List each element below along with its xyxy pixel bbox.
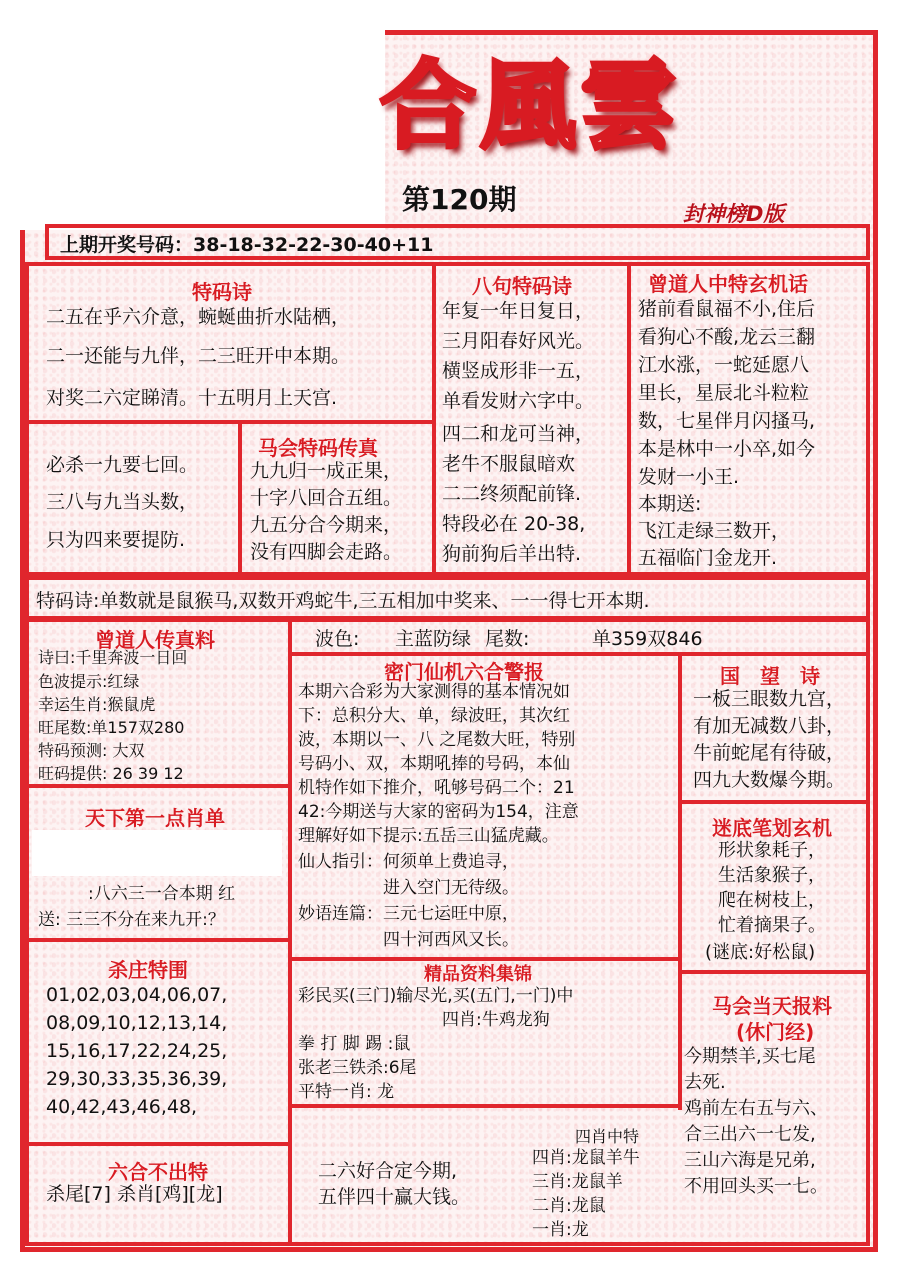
- poem-bar-text: 特码诗:单数就是鼠猴马,双数开鸡蛇牛,三五相加中奖来、一一得七开本期.: [36, 590, 650, 612]
- zeng-fax-line: 特码预测: 大双: [38, 741, 145, 760]
- divider: [238, 420, 242, 576]
- kill-line: 三八与九当头数，: [46, 491, 199, 513]
- jingpin-line: 彩民买(三门)输尽光,买(五门,一门)中: [298, 986, 574, 1006]
- jingpin-line: 拳 打 脚 踢 :鼠: [298, 1034, 411, 1054]
- mahui-report-line: 合三出六一七发,: [684, 1124, 816, 1145]
- zeng-talk-line: 看狗心不酸,龙云三翻: [638, 326, 816, 348]
- eight-poem-title: 八句特码诗: [472, 274, 572, 298]
- zeng-talk-line: 数，七星伴月闪搔马,: [638, 410, 816, 432]
- secret-line: 理解好如下提示:五岳三山猛虎藏。: [298, 826, 559, 846]
- secret-line: 本期六合彩为大家测得的基本情况如: [298, 682, 570, 702]
- eight-poem-line: 三月阳春好风光。: [442, 330, 595, 352]
- killzone-line: 29,30,33,35,36,39,: [46, 1068, 228, 1090]
- divider: [288, 618, 292, 1246]
- divider: [627, 262, 631, 576]
- divider: [432, 262, 436, 576]
- mahui-report-line: 不用回头买一七。: [684, 1176, 828, 1197]
- mahui-fax-line: 九九归一成正果，: [250, 460, 403, 482]
- jingpin-title: 精品资料集锦: [424, 964, 532, 985]
- wave-value: 主蓝防绿: [395, 628, 472, 650]
- jingpin-line: 张老三铁杀:6尾: [298, 1058, 417, 1078]
- eight-poem-line: 年复一年日复日，: [442, 300, 595, 322]
- eight-poem-line: 单看发财六字中。: [442, 390, 595, 412]
- secret-line: 42:今期送与大家的密码为154，注意: [298, 802, 579, 822]
- mahui-fax-title: 马会特码传真: [258, 436, 378, 460]
- riddle-title: 迷底笔划玄机: [712, 816, 832, 840]
- poem1-line: 二五在乎六介意，蜿蜒曲折水陆栖，: [46, 306, 351, 328]
- tianxia-line: :八六三一合本期 红: [88, 884, 236, 904]
- issue-number: 第120期: [402, 183, 517, 216]
- zeng-talk-line: 发财一小王.: [638, 466, 740, 488]
- eight-poem-line: 二二终须配前锋.: [442, 483, 582, 505]
- guowang-title: 国 望 诗: [720, 664, 820, 688]
- mahui-report-line: 鸡前左右五与六、: [684, 1098, 828, 1119]
- blank-patch: [32, 830, 282, 876]
- divider: [678, 970, 870, 974]
- zeng-talk-line: 猪前看鼠福不小,住后: [638, 298, 816, 320]
- no-special-title: 六合不出特: [108, 1160, 208, 1184]
- zeng-talk-line: 里长，星辰北斗粒粒: [638, 382, 810, 404]
- secret-line: 进入空门无待级。: [298, 878, 519, 898]
- jingpin-line: 平特一肖: 龙: [298, 1082, 395, 1102]
- zeng-talk-line: 本期送:: [638, 493, 702, 515]
- mahui-report-line: 三山六海是兄弟,: [684, 1150, 816, 1171]
- zeng-fax-line: 旺码提供: 26 39 12: [38, 764, 184, 783]
- zeng-fax-line: 幸运生肖:猴鼠虎: [38, 695, 156, 714]
- secret-line: 波，本期以一、八 之尾数大旺，特别: [298, 730, 576, 750]
- killzone-line: 40,42,43,46,48,: [46, 1096, 198, 1118]
- poem1-title: 特码诗: [192, 280, 252, 304]
- riddle-line: (谜底:好松鼠): [705, 942, 816, 963]
- riddle-line: 形状象耗子，: [718, 840, 826, 861]
- eight-poem-line: 老牛不服鼠暗欢: [442, 453, 576, 475]
- killzone-line: 15,16,17,22,24,25,: [46, 1040, 228, 1062]
- zeng-talk-line: 江水涨，一蛇延愿八: [638, 354, 810, 376]
- poem1-line: 二一还能与九伴，二三旺开中本期。: [46, 345, 351, 367]
- last-draw-text: 上期开奖号码：38-18-32-22-30-40+11: [60, 234, 434, 256]
- secret-line: 妙语连篇：三元七运旺中原，: [298, 904, 519, 924]
- killzone-line: 01,02,03,04,06,07,: [46, 984, 228, 1006]
- killzone-title: 杀庄特围: [108, 958, 188, 982]
- kill-line: 只为四来要提防.: [46, 529, 186, 551]
- wave-label: 波色:: [315, 628, 360, 650]
- tail-value: 单359双846: [592, 628, 703, 650]
- secret-line: 机特作如下推介，吼够号码二个：21: [298, 778, 575, 798]
- divider: [288, 652, 870, 656]
- mahui-report-line: 去死.: [684, 1072, 726, 1093]
- jingpin-line: 四肖:牛鸡龙狗: [442, 1010, 550, 1030]
- kill-line: 必杀一九要七回。: [46, 454, 199, 476]
- secret-title: 密门仙机六合警报: [384, 660, 544, 684]
- secret-line: 下：总积分大、单，绿波旺，其次红: [298, 706, 570, 726]
- tianxia-line: 送: 三三不分在来九开:？: [38, 910, 225, 930]
- mahui-fax-line: 没有四脚会走路。: [250, 541, 403, 563]
- riddle-line: 忙着摘果子。: [718, 915, 826, 936]
- divider: [25, 1142, 291, 1146]
- bottom-poem-line: 五伴四十赢大钱。: [318, 1186, 471, 1208]
- guowang-line: 四九大数爆今期。: [693, 769, 846, 791]
- riddle-line: 爬在树枝上，: [718, 890, 826, 911]
- divider: [678, 654, 682, 1110]
- tail-label: 尾数:: [485, 628, 530, 650]
- four-zodiac-line: 一肖:龙: [532, 1220, 589, 1240]
- riddle-line: 生活象猴子，: [718, 865, 826, 886]
- four-zodiac-line: 四肖:龙鼠羊牛: [532, 1148, 640, 1168]
- zeng-talk-title: 曾道人中特玄机话: [648, 272, 808, 296]
- guowang-line: 牛前蛇尾有待破，: [693, 742, 846, 764]
- four-zodiac-line: 三肖:龙鼠羊: [532, 1172, 623, 1192]
- guowang-line: 一板三眼数九宫，: [693, 688, 846, 710]
- tianxia-title: 天下第一点肖单: [85, 806, 225, 830]
- four-zodiac-line: 二肖:龙鼠: [532, 1196, 606, 1216]
- divider: [25, 938, 291, 942]
- mahui-fax-line: 十字八回合五组。: [250, 487, 403, 509]
- eight-poem-line: 特段必在 20-38,: [442, 513, 586, 535]
- eight-poem-line: 四二和龙可当神，: [442, 423, 595, 445]
- eight-poem-line: 狗前狗后羊出特.: [442, 543, 582, 565]
- zeng-talk-line: 飞江走绿三数开，: [638, 520, 791, 542]
- zeng-talk-line: 五福临门金龙开.: [638, 547, 778, 569]
- divider: [25, 420, 435, 424]
- secret-line: 号码小、双，本期吼捧的号码，本仙: [298, 754, 570, 774]
- four-zodiac-title: 四肖中特: [575, 1127, 640, 1146]
- zeng-fax-line: 色波提示:红绿: [38, 672, 140, 691]
- bottom-poem-line: 二六好合定今期,: [318, 1160, 458, 1182]
- poem1-line: 对奖二六定睇清。十五明月上天宫.: [46, 387, 338, 409]
- zeng-talk-line: 本是林中一小卒,如今: [638, 438, 816, 460]
- zeng-fax-line: 旺尾数:单157双280: [38, 718, 185, 737]
- mahui-report-subtitle: (休门经): [736, 1020, 815, 1044]
- mahui-fax-line: 九五分合今期来，: [250, 514, 403, 536]
- killzone-line: 08,09,10,12,13,14,: [46, 1012, 228, 1034]
- logo-text: 合風雲: [380, 49, 680, 162]
- zeng-fax-title: 曾道人传真料: [95, 628, 215, 652]
- blank-corner-patch: [20, 30, 385, 230]
- secret-line: 仙人指引：何须单上费追寻，: [298, 852, 519, 872]
- mahui-report-line: 今期禁羊,买七尾: [684, 1046, 816, 1067]
- zeng-fax-line: 诗曰:千里奔波一日回: [38, 648, 188, 667]
- edition-label: 封神榜D版: [683, 202, 785, 226]
- no-special-line: 杀尾[7] 杀肖[鸡][龙]: [46, 1183, 223, 1205]
- secret-line: 四十河西风又长。: [298, 930, 519, 950]
- guowang-line: 有加无减数八卦，: [693, 715, 846, 737]
- mahui-report-title: 马会当天报料: [712, 994, 832, 1018]
- divider: [678, 800, 870, 804]
- eight-poem-line: 横竖成形非一五，: [442, 360, 595, 382]
